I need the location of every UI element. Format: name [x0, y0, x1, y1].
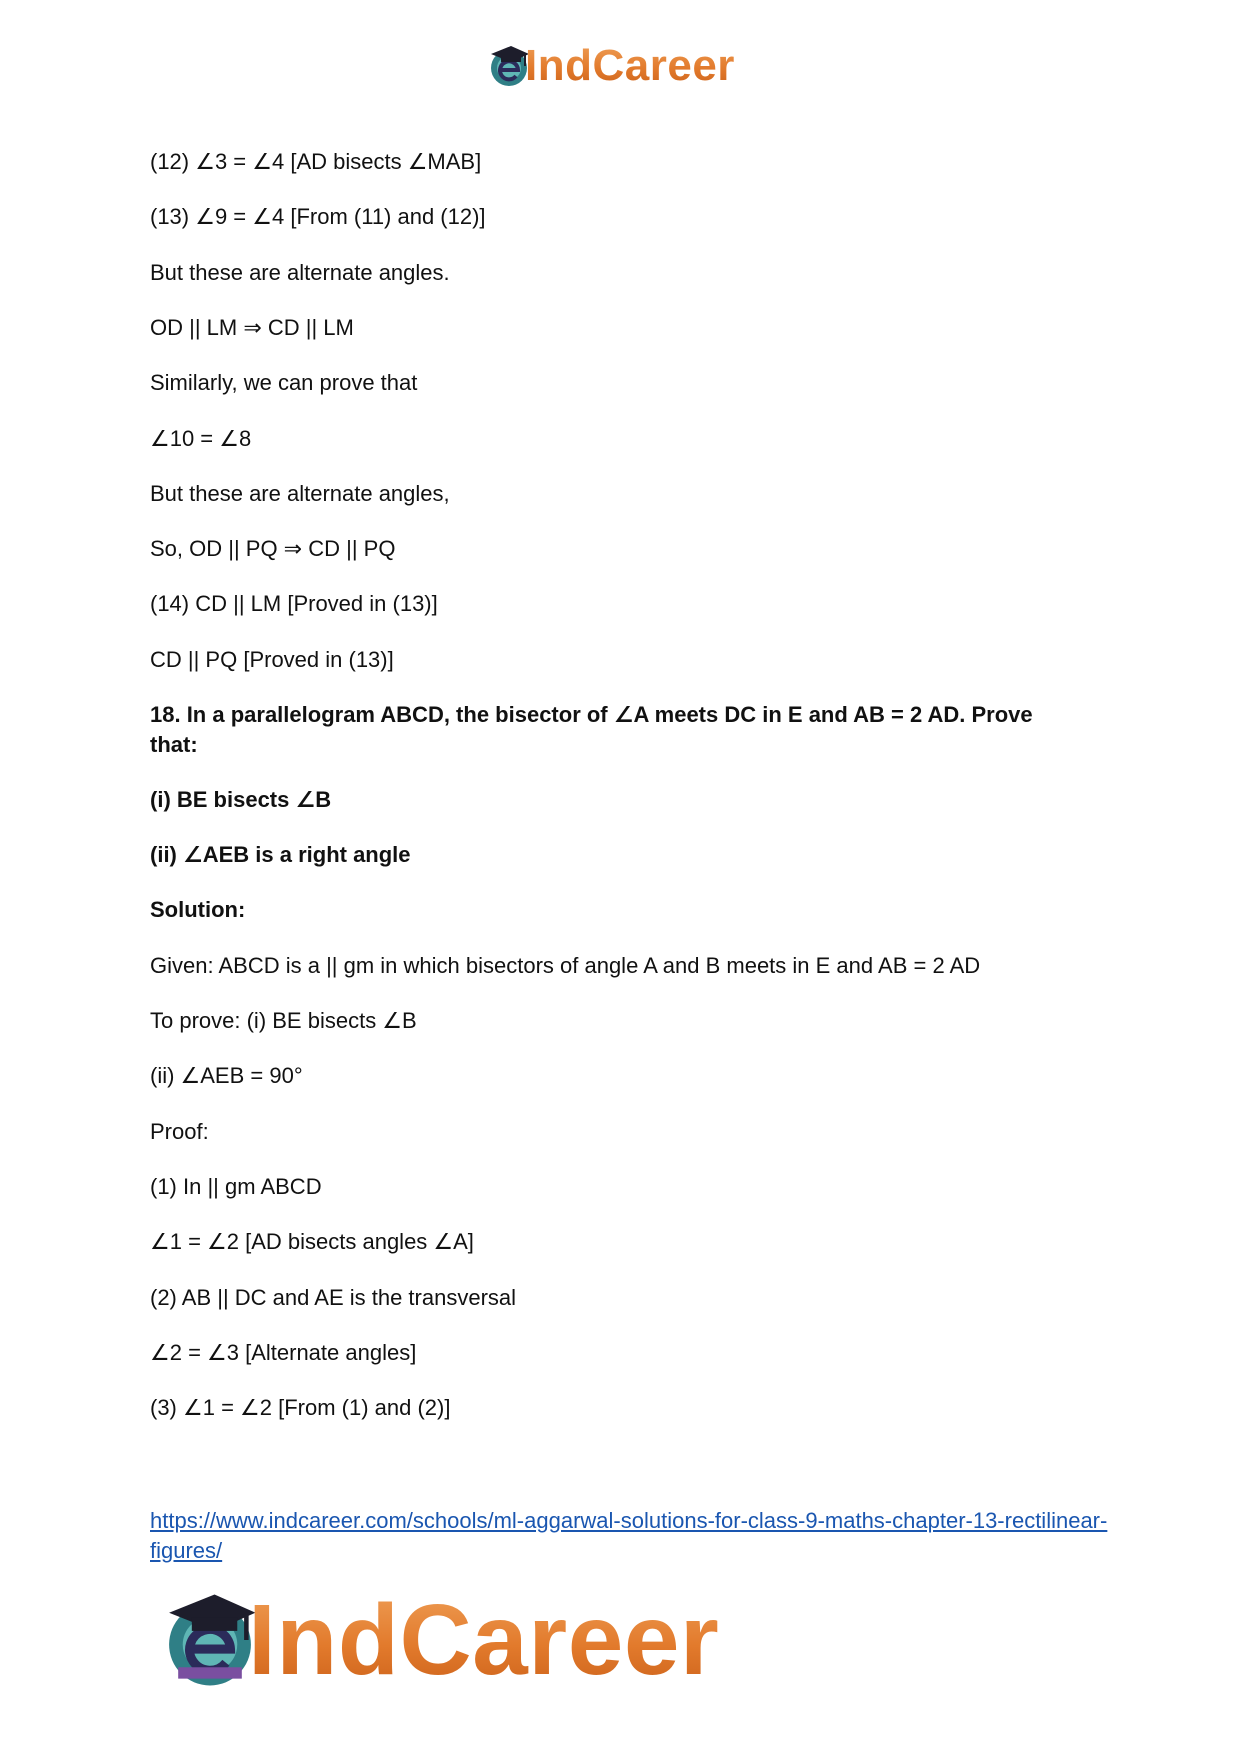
footer-logo [160, 1580, 719, 1700]
proof-line-angle10: ∠10 = ∠8 [150, 426, 252, 451]
solution-to-prove: To prove: (i) BE bisects ∠B [150, 1008, 417, 1033]
question-part-i: (i) BE bisects ∠B [150, 787, 332, 812]
proof-line-13: (13) ∠9 = ∠4 [From (11) and (12)] [150, 204, 486, 229]
proof-line-od-pq: So, OD || PQ ⇒ CD || PQ [150, 536, 396, 561]
proof-line-14: (14) CD || LM [Proved in (13)] [150, 591, 438, 616]
question-18: 18. In a parallelogram ABCD, the bisector of ∠A meets DC in E and AB = 2 AD. Prove that: [150, 702, 1033, 757]
footer-brand-text: IndCareer [248, 1580, 719, 1700]
proof-line-alternate-1: But these are alternate angles. [150, 260, 450, 285]
proof-line-similarly: Similarly, we can prove that [150, 370, 418, 395]
proof-line-od-lm: OD || LM ⇒ CD || LM [150, 315, 354, 340]
solution-label: Solution: [150, 897, 246, 922]
source-link[interactable]: https://www.indcareer.com/schools/ml-aggarwal-solutions-for-class-9-maths-chapter-13-rectilinear-figures/ [150, 1508, 1108, 1563]
proof-line-cd-pq: CD || PQ [Proved in (13)] [150, 647, 394, 672]
graduation-cap-e-icon [160, 1590, 260, 1690]
question-part-ii: (ii) ∠AEB is a right angle [150, 842, 411, 867]
solution-step-2: (2) AB || DC and AE is the transversal [150, 1285, 517, 1310]
header-logo [487, 40, 735, 92]
solution-to-prove-ii: (ii) ∠AEB = 90° [150, 1063, 303, 1088]
solution-step-1: (1) In || gm ABCD [150, 1174, 322, 1199]
solution-proof-label: Proof: [150, 1119, 209, 1144]
proof-line-alternate-2: But these are alternate angles, [150, 481, 450, 506]
solution-step-1-angles: ∠1 = ∠2 [AD bisects angles ∠A] [150, 1229, 474, 1254]
solution-step-3: (3) ∠1 = ∠2 [From (1) and (2)] [150, 1395, 451, 1420]
header-brand-text: IndCareer [525, 41, 735, 90]
solution-given: Given: ABCD is a || gm in which bisectors of angle A and B meets in E and AB = 2 AD [150, 953, 981, 978]
proof-line-12: (12) ∠3 = ∠4 [AD bisects ∠MAB] [150, 149, 482, 174]
solution-step-2-angles: ∠2 = ∠3 [Alternate angles] [150, 1340, 417, 1365]
